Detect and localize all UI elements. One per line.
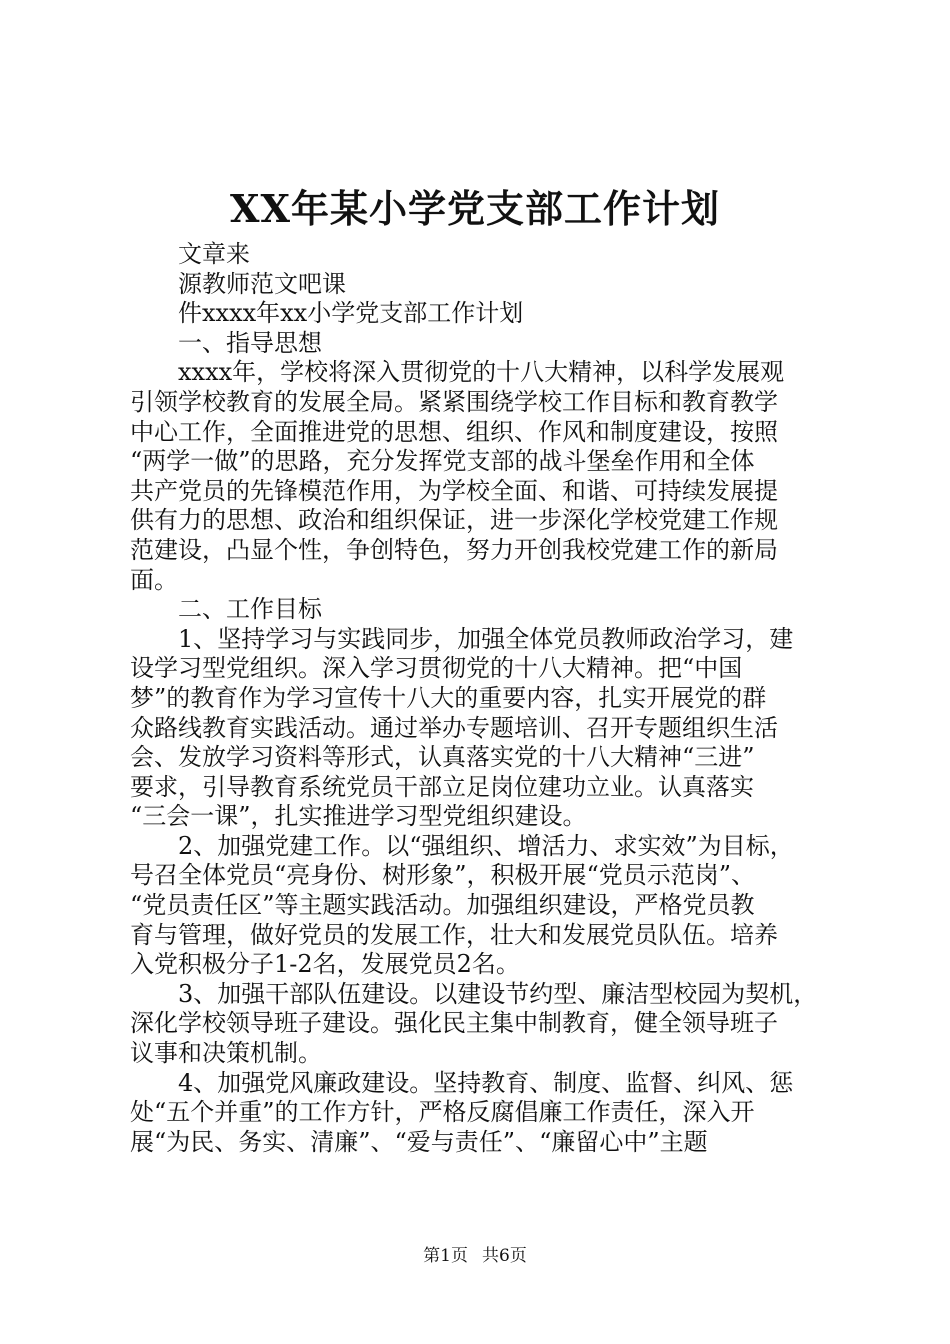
text-line: “三会一课”，扎实推进学习型党组织建设。 (130, 802, 587, 831)
text-line: 2、加强党建工作。以“强组织、增活力、求实效”为目标， (178, 831, 794, 860)
text-line: 1、坚持学习与实践同步，加强全体党员教师政治学习，建 (178, 624, 794, 653)
text-line: 处“五个并重”的工作方针，严格反腐倡廉工作责任，深入开 (130, 1098, 755, 1127)
text-line: 育与管理，做好党员的发展工作，壮大和发展党员队伍。培养 (130, 920, 778, 949)
text-line: 范建设，凸显个性，争创特色，努力开创我校党建工作的新局 (130, 535, 778, 564)
text-line: 文章来 (178, 240, 250, 268)
document-body (130, 240, 830, 1157)
text-line: 设学习型党组织。深入学习贯彻党的十八大精神。把“中国 (130, 654, 743, 683)
text-line: xxxx年，学校将深入贯彻党的十八大精神，以科学发展观 (178, 358, 785, 387)
text-line: 供有力的思想、政治和组织保证，进一步深化学校党建工作规 (130, 506, 778, 535)
text-line: 入党积极分子1-2名，发展党员2名。 (130, 950, 520, 979)
text-line: 引领学校教育的发展全局。紧紧围绕学校工作目标和教育教学 (130, 387, 778, 416)
text-line: 3、加强干部队伍建设。以建设节约型、廉洁型校园为契机， (178, 979, 818, 1008)
page-number: 第1页 (423, 1246, 468, 1266)
text-line: 一、指导思想 (178, 328, 322, 357)
text-line: 会、发放学习资料等形式，认真落实党的十八大精神“三进” (130, 743, 755, 772)
text-line: 面。 (130, 565, 178, 594)
text-line: 展“为民、务实、清廉”、“爱与责任”、“廉留心中”主题 (130, 1127, 708, 1156)
text-line: 共产党员的先锋模范作用，为学校全面、和谐、可持续发展提 (130, 476, 778, 505)
text-line: 号召全体党员“亮身份、树形象”，积极开展“党员示范岗”、 (130, 861, 756, 890)
text-line: 梦”的教育作为学习宣传十八大的重要内容，扎实开展党的群 (130, 683, 767, 712)
text-line: 4、加强党风廉政建设。坚持教育、制度、监督、纠风、惩 (178, 1068, 794, 1097)
text-line: “党员责任区”等主题实践活动。加强组织建设，严格党员教 (130, 891, 755, 920)
page-total: 共6页 (482, 1246, 527, 1266)
text-line: “两学一做”的思路，充分发挥党支部的战斗堡垒作用和全体 (130, 447, 755, 476)
text-line: 议事和决策机制。 (130, 1039, 322, 1068)
text-line: 件xxxx年xx小学党支部工作计划 (178, 299, 524, 328)
text-line: 源教师范文吧课 (178, 269, 346, 298)
text-line: 深化学校领导班子建设。强化民主集中制教育，健全领导班子 (130, 1009, 778, 1038)
text-line: 要求，引导教育系统党员干部立足岗位建功立业。认真落实 (130, 772, 754, 801)
text-line: 二、工作目标 (178, 595, 322, 624)
document-title: XX年某小学党支部工作计划 (230, 186, 720, 231)
text-line: 众路线教育实践活动。通过举办专题培训、召开专题组织生活 (130, 713, 778, 742)
page-footer (0, 1244, 950, 1268)
text-line: 中心工作，全面推进党的思想、组织、作风和制度建设，按照 (130, 417, 778, 446)
